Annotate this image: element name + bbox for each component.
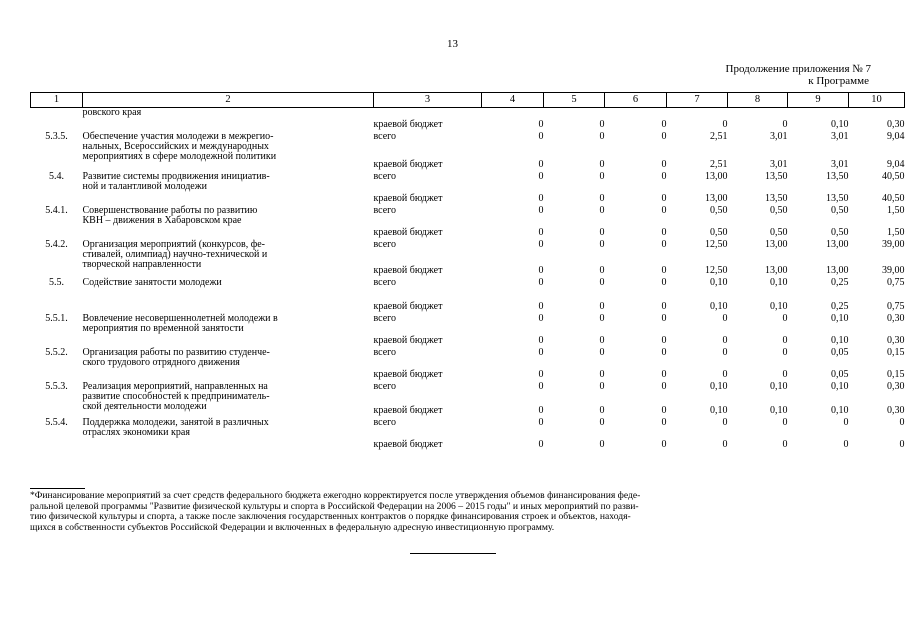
table-row xyxy=(31,416,905,434)
row-value: 3,01 xyxy=(770,158,788,170)
table-row xyxy=(31,346,905,364)
row-number: 5.4.1. xyxy=(45,204,68,216)
row-name-line: развитие способностей к предприниматель- xyxy=(82,390,270,402)
row-value: 0 xyxy=(538,158,544,170)
column-header: 7 xyxy=(667,93,728,108)
table-row xyxy=(31,380,905,398)
row-value: 0 xyxy=(599,226,605,238)
row-value: 0,10 xyxy=(770,276,788,288)
row-value: 0 xyxy=(661,170,667,182)
row-name-line: отраслях экономики края xyxy=(82,426,190,438)
row-value: 13,00 xyxy=(826,238,849,250)
row-value: 0 xyxy=(599,264,605,276)
row-value: 0,25 xyxy=(831,300,849,312)
row-source: краевой бюджет xyxy=(373,158,443,170)
column-header: 4 xyxy=(482,93,544,108)
row-name xyxy=(83,346,374,380)
column-header: 3 xyxy=(374,93,482,108)
row-name xyxy=(83,238,374,276)
row-value: 0,10 xyxy=(831,404,849,416)
row-source: краевой бюджет xyxy=(373,438,443,450)
row-value: 0,05 xyxy=(831,346,849,358)
row-value: 0 xyxy=(599,346,605,358)
row-value: 2,51 xyxy=(710,130,728,142)
row-value: 0,10 xyxy=(770,404,788,416)
row-value: 0 xyxy=(538,312,544,324)
row-value: 0,75 xyxy=(887,300,905,312)
row-value: 0 xyxy=(843,416,849,428)
table-row xyxy=(31,204,905,222)
row-name xyxy=(83,276,374,312)
row-value: 12,50 xyxy=(705,264,728,276)
row-value: 0 xyxy=(661,238,667,250)
row-value: 0,50 xyxy=(770,204,788,216)
table-row xyxy=(31,238,905,256)
row-value: 0 xyxy=(661,312,667,324)
footnote-line: тию физической культуры и спорта, а также после заключения государственных контрактов о порядке финансирования строек и объектов, находя- xyxy=(30,511,631,522)
row-value: 0,10 xyxy=(710,300,728,312)
row-value: 0 xyxy=(782,312,788,324)
row-value: 0,30 xyxy=(887,334,905,346)
row-name-line: нальных, Всероссийских и международных xyxy=(82,140,269,152)
row-value: 0,10 xyxy=(831,380,849,392)
row-value: 0 xyxy=(538,118,544,130)
row-value: 0 xyxy=(538,226,544,238)
row-value: 0 xyxy=(538,130,544,142)
row-value: 0 xyxy=(599,238,605,250)
page-number: 13 xyxy=(447,38,458,50)
row-source: всего xyxy=(373,130,397,142)
row-value: 0 xyxy=(661,226,667,238)
row-value: 0 xyxy=(599,204,605,216)
row-value: 0 xyxy=(722,346,728,358)
footnote xyxy=(30,491,872,533)
row-value: 0 xyxy=(661,300,667,312)
row-name-line: КВН – движения в Хабаровском крае xyxy=(82,214,242,226)
table-header-row xyxy=(31,93,905,108)
table-row xyxy=(31,312,905,328)
row-value: 0 xyxy=(661,130,667,142)
row-value: 0 xyxy=(599,170,605,182)
row-value: 0 xyxy=(782,416,788,428)
row-source: всего xyxy=(373,346,397,358)
row-value: 0 xyxy=(599,276,605,288)
row-value: 0 xyxy=(722,334,728,346)
row-value: 0,10 xyxy=(770,380,788,392)
row-value: 0 xyxy=(782,118,788,130)
row-value: 0,75 xyxy=(887,276,905,288)
column-header: 2 xyxy=(83,93,374,108)
row-value: 0,10 xyxy=(831,334,849,346)
row-value: 0 xyxy=(661,334,667,346)
row-value: 0 xyxy=(661,404,667,416)
row-value: 13,00 xyxy=(826,264,849,276)
row-name-line: творческой направленности xyxy=(82,258,202,270)
row-value: 0 xyxy=(899,438,905,450)
row-source: краевой бюджет xyxy=(373,368,443,380)
row-value: 0 xyxy=(661,158,667,170)
row-source: краевой бюджет xyxy=(373,404,443,416)
row-value: 0 xyxy=(899,416,905,428)
row-value: 13,00 xyxy=(765,264,788,276)
column-header: 6 xyxy=(605,93,667,108)
row-value: 0 xyxy=(599,438,605,450)
row-name-line: Реализация мероприятий, направленных на xyxy=(82,380,268,392)
column-header: 5 xyxy=(544,93,605,108)
row-value: 0 xyxy=(782,346,788,358)
row-value: 13,50 xyxy=(765,170,788,182)
row-value: 0 xyxy=(538,438,544,450)
row-value: 40,50 xyxy=(882,170,905,182)
row-value: 0 xyxy=(599,300,605,312)
footnote-line: *Финансирование мероприятий за счет средств федерального бюджета ежегодно корректируется после утверждения объемов финансирования феде- xyxy=(30,490,641,501)
row-value: 3,01 xyxy=(831,130,849,142)
row-value: 0 xyxy=(661,192,667,204)
row-name-line: Вовлечение несовершеннолетней молодежи в xyxy=(82,312,278,324)
row-value: 0 xyxy=(538,238,544,250)
row-value: 1,50 xyxy=(887,204,905,216)
row-value: 0 xyxy=(599,404,605,416)
row-value: 0 xyxy=(599,192,605,204)
row-value: 0 xyxy=(661,276,667,288)
row-value: 0 xyxy=(538,192,544,204)
row-name-line: Развитие системы продвижения инициатив- xyxy=(82,170,270,182)
row-value: 0 xyxy=(599,380,605,392)
row-source: краевой бюджет xyxy=(373,226,443,238)
row-value: 0 xyxy=(782,334,788,346)
row-name xyxy=(83,312,374,346)
row-value: 0 xyxy=(661,416,667,428)
row-name-line: Совершенствование работы по развитию xyxy=(82,204,258,216)
row-source: всего xyxy=(373,204,397,216)
row-number: 5.4. xyxy=(49,170,64,182)
row-value: 0 xyxy=(538,276,544,288)
row-value: 0 xyxy=(599,334,605,346)
row-name-line: Содействие занятости молодежи xyxy=(82,276,222,288)
row-value: 0 xyxy=(661,118,667,130)
row-name-line: стивалей, олимпиад) научно-технической и xyxy=(82,248,268,260)
continuation-line-2: к Программе xyxy=(808,75,869,87)
row-value: 0 xyxy=(538,346,544,358)
row-value: 0,05 xyxy=(831,368,849,380)
row-name-line: ной и талантливой молодежи xyxy=(82,180,208,192)
row-value: 0,15 xyxy=(887,346,905,358)
row-value: 0,50 xyxy=(710,204,728,216)
row-number: 5.5. xyxy=(49,276,64,288)
row-value: 0 xyxy=(843,438,849,450)
row-source: краевой бюджет xyxy=(373,264,443,276)
row-value: 0,30 xyxy=(887,380,905,392)
row-value: 0 xyxy=(599,158,605,170)
row-value: 0,30 xyxy=(887,118,905,130)
row-value: 0,50 xyxy=(831,226,849,238)
row-value: 13,00 xyxy=(705,170,728,182)
column-header: 8 xyxy=(728,93,788,108)
row-name-line: Организация работы по развитию студенче- xyxy=(82,346,270,358)
row-number: 5.5.3. xyxy=(45,380,68,392)
table-row xyxy=(31,130,905,154)
row-value: 0,30 xyxy=(887,312,905,324)
row-value: 0 xyxy=(661,346,667,358)
footnote-divider xyxy=(30,488,85,489)
row-value: 0 xyxy=(661,264,667,276)
table-row xyxy=(31,170,905,188)
row-value: 0 xyxy=(722,438,728,450)
row-value: 0 xyxy=(661,204,667,216)
row-value: 0 xyxy=(782,438,788,450)
row-value: 0 xyxy=(661,380,667,392)
row-name: ровского края xyxy=(82,107,142,118)
row-value: 13,50 xyxy=(765,192,788,204)
row-value: 0 xyxy=(599,416,605,428)
row-value: 2,51 xyxy=(710,158,728,170)
row-source: краевой бюджет xyxy=(373,334,443,346)
row-value: 0 xyxy=(722,368,728,380)
row-value: 13,00 xyxy=(705,192,728,204)
column-header: 1 xyxy=(31,93,83,108)
row-value: 3,01 xyxy=(831,158,849,170)
row-value: 0,50 xyxy=(831,204,849,216)
row-value: 9,04 xyxy=(887,158,905,170)
row-value: 0 xyxy=(722,118,728,130)
row-value: 0 xyxy=(782,368,788,380)
row-value: 0 xyxy=(538,264,544,276)
row-value: 13,50 xyxy=(826,192,849,204)
row-value: 0 xyxy=(538,334,544,346)
row-value: 0,50 xyxy=(770,226,788,238)
budget-table xyxy=(30,92,905,450)
row-number: 5.5.1. xyxy=(45,312,68,324)
row-value: 0,30 xyxy=(887,404,905,416)
row-name-line: Поддержка молодежи, занятой в различных xyxy=(82,416,269,428)
row-name-line: мероприятиях в сфере молодежной политики xyxy=(82,150,277,162)
row-value: 0 xyxy=(599,368,605,380)
row-value: 0 xyxy=(599,130,605,142)
row-value: 0 xyxy=(661,368,667,380)
row-name xyxy=(83,204,374,238)
row-name-line: мероприятия по временной занятости xyxy=(82,322,244,334)
footnote-line: ральной целевой программы "Развитие физической культуры и спорта в Российской Федерации на 2006 – 2015 годы" и иных мероприятий по разви- xyxy=(30,500,639,512)
row-number: 5.3.5. xyxy=(45,130,68,142)
row-source: всего xyxy=(373,380,397,392)
row-value: 0 xyxy=(538,368,544,380)
row-value: 0,15 xyxy=(887,368,905,380)
table-row xyxy=(31,108,905,130)
row-value: 0 xyxy=(538,404,544,416)
row-value: 0,10 xyxy=(710,380,728,392)
row-name xyxy=(83,380,374,416)
row-value: 0,25 xyxy=(831,276,849,288)
row-value: 3,01 xyxy=(770,130,788,142)
row-source: всего xyxy=(373,276,397,288)
row-source: всего xyxy=(373,170,397,182)
row-value: 40,50 xyxy=(882,192,905,204)
row-name xyxy=(83,130,374,170)
continuation-line-1: Продолжение приложения № 7 xyxy=(725,63,871,75)
row-value: 39,00 xyxy=(882,238,905,250)
row-value: 0 xyxy=(538,380,544,392)
row-name xyxy=(83,416,374,450)
row-source: краевой бюджет xyxy=(373,118,443,130)
row-value: 13,50 xyxy=(826,170,849,182)
row-source: всего xyxy=(373,416,397,428)
row-value: 12,50 xyxy=(705,238,728,250)
continuation-note xyxy=(726,63,871,87)
row-name-line: Обеспечение участия молодежи в межрегио- xyxy=(82,130,274,142)
row-value: 0 xyxy=(538,204,544,216)
row-value: 0 xyxy=(599,118,605,130)
row-name-line: ской деятельности молодежи xyxy=(82,400,207,412)
row-value: 13,00 xyxy=(765,238,788,250)
row-value: 0,10 xyxy=(770,300,788,312)
row-value: 0,10 xyxy=(831,312,849,324)
row-value: 0 xyxy=(538,170,544,182)
table-row xyxy=(31,276,905,294)
row-value: 9,04 xyxy=(887,130,905,142)
row-name-line: ского трудового отрядного движения xyxy=(82,356,240,368)
column-header: 10 xyxy=(849,93,905,108)
footnote-line: щихся в собственности субъектов Российской Федерации и включенных в федеральную адресную инвестиционную программу. xyxy=(30,521,555,533)
row-value: 1,50 xyxy=(887,226,905,238)
row-name-line: Организация мероприятий (конкурсов, фе- xyxy=(82,238,265,250)
row-value: 0 xyxy=(538,416,544,428)
row-source: краевой бюджет xyxy=(373,300,443,312)
row-value: 39,00 xyxy=(882,264,905,276)
end-divider xyxy=(410,553,496,554)
row-source: всего xyxy=(373,312,397,324)
row-value: 0,50 xyxy=(710,226,728,238)
row-value: 0,10 xyxy=(710,276,728,288)
column-header: 9 xyxy=(788,93,849,108)
row-value: 0,10 xyxy=(831,118,849,130)
row-name xyxy=(83,170,374,204)
row-number: 5.4.2. xyxy=(45,238,68,250)
row-value: 0 xyxy=(722,416,728,428)
row-number: 5.5.4. xyxy=(45,416,68,428)
row-number: 5.5.2. xyxy=(45,346,68,358)
row-value: 0 xyxy=(538,300,544,312)
row-value: 0,10 xyxy=(710,404,728,416)
row-value: 0 xyxy=(661,438,667,450)
row-source: краевой бюджет xyxy=(373,192,443,204)
row-source: всего xyxy=(373,238,397,250)
row-value: 0 xyxy=(599,312,605,324)
row-value: 0 xyxy=(722,312,728,324)
